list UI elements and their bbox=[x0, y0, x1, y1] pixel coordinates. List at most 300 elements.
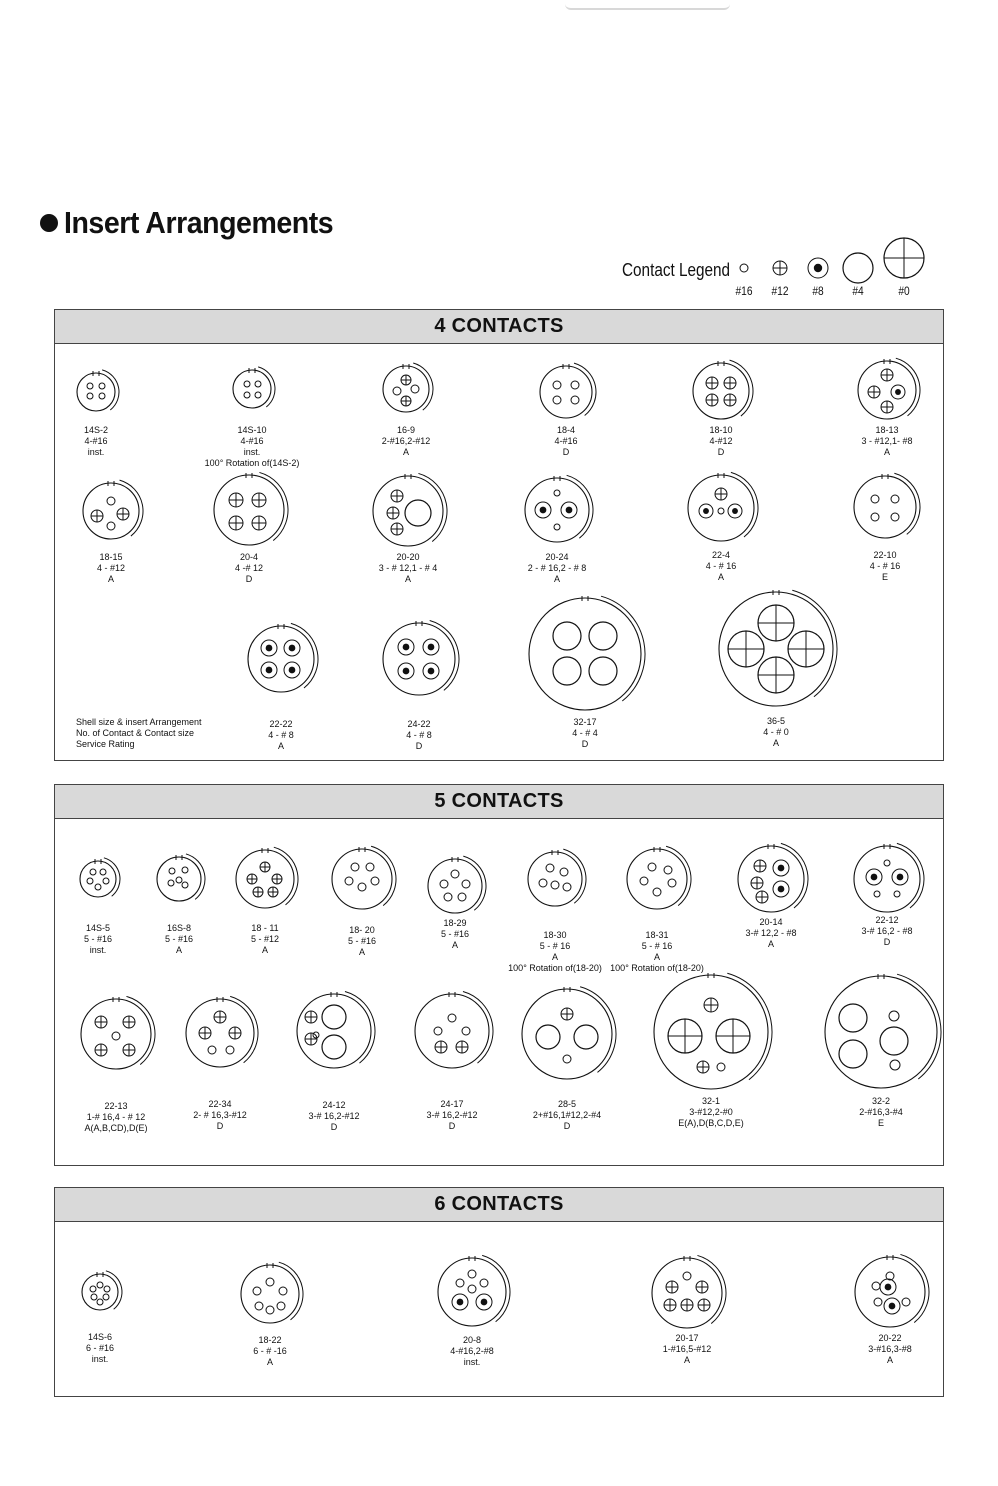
insert-face-diagram bbox=[202, 463, 296, 557]
contact-16-icon bbox=[168, 880, 174, 886]
legend-size-label: #12 bbox=[771, 284, 789, 298]
contact-8-icon bbox=[699, 504, 713, 518]
contact-8-icon bbox=[773, 860, 789, 876]
arrangement-spec-line: 4 - #12 bbox=[96, 563, 126, 573]
insert-face-diagram bbox=[842, 834, 932, 924]
arrangement-spec-line: D bbox=[448, 1121, 456, 1131]
insert-face-diagram bbox=[517, 586, 653, 722]
arrangement-code: 32-2 bbox=[871, 1096, 890, 1106]
contact-12-icon bbox=[696, 1281, 708, 1293]
contact-4-icon bbox=[553, 622, 581, 650]
arrangement-caption bbox=[31, 552, 191, 585]
contact-16-icon bbox=[872, 1282, 880, 1290]
contact-8-icon bbox=[284, 662, 300, 678]
contact-16-icon bbox=[448, 1014, 456, 1022]
arrangement-spec-line: 4-#16 bbox=[554, 436, 578, 446]
contact-12-icon bbox=[117, 508, 129, 520]
contact-0-icon bbox=[882, 236, 926, 286]
arrangement-spec-line: 2 - # 16,2 - # 8 bbox=[527, 563, 587, 573]
arrangement-spec-line: 5 - # 16 bbox=[641, 941, 673, 951]
contact-16-icon bbox=[366, 863, 374, 871]
contact-8-icon bbox=[884, 1298, 900, 1314]
contact-16-icon bbox=[434, 1027, 442, 1035]
contact-12-icon bbox=[698, 1299, 710, 1311]
legend-note bbox=[76, 717, 202, 750]
contact-16-icon bbox=[279, 1287, 287, 1295]
contact-12-icon bbox=[95, 1044, 107, 1056]
insert-face-diagram bbox=[416, 847, 494, 925]
insert-face-diagram bbox=[513, 466, 601, 554]
contact-16-icon bbox=[717, 1063, 725, 1071]
insert-face-diagram bbox=[642, 963, 780, 1101]
contact-16-icon bbox=[100, 869, 106, 875]
contact-12-icon bbox=[706, 377, 718, 389]
contact-12-icon bbox=[252, 516, 266, 530]
arrangement-code: 18- 20 bbox=[349, 925, 375, 935]
contact-12-icon bbox=[664, 1299, 676, 1311]
arrangement-code: 16S-8 bbox=[166, 923, 192, 933]
arrangement-spec-line: D bbox=[562, 447, 570, 457]
insert-face-diagram bbox=[285, 982, 383, 1080]
arrangement-caption bbox=[607, 1333, 767, 1366]
contact-12-icon bbox=[214, 1011, 226, 1023]
contact-8-icon bbox=[891, 385, 905, 399]
contact-16-icon bbox=[90, 1286, 96, 1292]
arrangement-spec-line: 3-#12,2-#0 bbox=[689, 1107, 733, 1117]
arrangement-spec-line: D bbox=[245, 574, 253, 584]
insert-face-diagram bbox=[843, 1245, 937, 1339]
arrangement-spec-line: 100° Rotation of(18-20) bbox=[610, 963, 704, 973]
section-header: 5 CONTACTS bbox=[55, 785, 943, 819]
arrangement-spec-line: D bbox=[581, 739, 589, 749]
contact-16-icon bbox=[87, 878, 93, 884]
contact-4-icon bbox=[589, 622, 617, 650]
contact-16-icon bbox=[99, 383, 105, 389]
contact-12-icon bbox=[229, 516, 243, 530]
arrangement-spec-line: D bbox=[415, 741, 423, 751]
arrangement-code: 24-17 bbox=[440, 1099, 464, 1109]
contact-12-icon bbox=[435, 1041, 447, 1053]
contact-16-icon bbox=[874, 1298, 882, 1306]
arrangement-spec-line: 3 - #12,1- #8 bbox=[861, 436, 913, 446]
arrangement-spec-line: 4 - # 4 bbox=[572, 728, 598, 738]
contact-16-icon bbox=[255, 392, 261, 398]
arrangement-caption bbox=[392, 1335, 552, 1368]
insert-face-diagram bbox=[842, 464, 928, 550]
arrangement-code: 22-4 bbox=[711, 550, 730, 560]
contact-16-icon bbox=[95, 884, 101, 890]
arrangement-spec-line: 1-# 16,4 - # 12 bbox=[86, 1112, 146, 1122]
arrangement-code: 14S-6 bbox=[87, 1332, 113, 1342]
contact-0-icon bbox=[728, 631, 764, 667]
insert-face-diagram bbox=[640, 1246, 734, 1340]
insert-face-diagram bbox=[403, 982, 501, 1080]
arrangement-spec-line: 3-#16,3-#8 bbox=[868, 1344, 912, 1354]
contact-8-icon bbox=[773, 881, 789, 897]
insert-face-diagram bbox=[361, 464, 455, 558]
contact-0-icon bbox=[758, 605, 794, 641]
insert-face-diagram bbox=[726, 834, 816, 924]
contact-16-icon bbox=[266, 1306, 274, 1314]
arrangement-spec-line: A bbox=[175, 945, 182, 955]
arrangement-spec-line: A bbox=[886, 1355, 893, 1365]
arrangement-caption bbox=[805, 550, 965, 583]
arrangement-spec-line: 6 - # -16 bbox=[253, 1346, 287, 1356]
arrangement-spec-line: A bbox=[653, 952, 660, 962]
arrangement-code: 20-8 bbox=[462, 1335, 481, 1345]
insert-face-diagram bbox=[371, 354, 441, 424]
contact-16-icon bbox=[871, 495, 879, 503]
contact-16-icon bbox=[255, 381, 261, 387]
arrangement-spec-line: 3-# 16,2 - #8 bbox=[861, 926, 913, 936]
contact-16-icon bbox=[563, 1055, 571, 1063]
arrangement-spec-line: 100° Rotation of(18-20) bbox=[508, 963, 602, 973]
contact-12-icon bbox=[773, 261, 787, 275]
insert-face-diagram bbox=[70, 1262, 130, 1322]
contact-16-icon bbox=[226, 1046, 234, 1054]
contact-16-icon bbox=[462, 880, 470, 888]
arrangement-code: 20-4 bbox=[239, 552, 258, 562]
bullet-icon bbox=[40, 214, 58, 232]
contact-0-icon bbox=[716, 1019, 750, 1053]
contact-16-icon bbox=[554, 490, 560, 496]
arrangement-caption bbox=[807, 915, 967, 948]
contact-12-icon bbox=[387, 507, 399, 519]
arrangement-caption bbox=[326, 425, 486, 458]
contact-16-icon bbox=[244, 392, 250, 398]
contact-12-icon bbox=[706, 394, 718, 406]
contact-16-icon bbox=[91, 1294, 97, 1300]
arrangement-spec-line: 5 - # 16 bbox=[539, 941, 571, 951]
contact-16-icon bbox=[103, 1294, 109, 1300]
contact-16-icon bbox=[176, 877, 182, 883]
arrangement-spec-line: 4-#16 bbox=[240, 436, 264, 446]
arrangement-spec-line: E bbox=[877, 1118, 884, 1128]
contact-16-icon bbox=[351, 863, 359, 871]
contact-12-icon bbox=[391, 490, 403, 502]
arrangement-spec-line: A bbox=[772, 738, 779, 748]
contact-12-icon bbox=[704, 998, 718, 1012]
arrangement-code: 18-30 bbox=[543, 930, 567, 940]
contact-16-icon bbox=[255, 1302, 263, 1310]
insert-face-diagram bbox=[681, 351, 761, 431]
arrangement-spec-line: A bbox=[266, 1357, 273, 1367]
contact-16-icon bbox=[266, 1278, 274, 1286]
contact-16-icon bbox=[444, 893, 452, 901]
insert-face-diagram bbox=[236, 614, 326, 704]
contact-16-icon bbox=[97, 1299, 103, 1305]
contact-16-icon bbox=[208, 1046, 216, 1054]
contact-16-icon bbox=[411, 385, 419, 393]
contact-12-icon bbox=[305, 1011, 317, 1023]
contact-16-icon bbox=[664, 866, 672, 874]
arrangement-code: 22-34 bbox=[208, 1099, 232, 1109]
contact-16-icon bbox=[553, 396, 561, 404]
insert-face-diagram bbox=[510, 977, 624, 1091]
arrangement-code: 24-12 bbox=[322, 1100, 346, 1110]
arrangement-code: 20-14 bbox=[759, 917, 783, 927]
insert-face-diagram bbox=[846, 349, 928, 431]
top-decoration-bar bbox=[565, 0, 730, 10]
arrangement-spec-line: A bbox=[358, 947, 365, 957]
arrangement-spec-line: 4 - # 0 bbox=[763, 727, 789, 737]
contact-16-icon bbox=[103, 878, 109, 884]
arrangement-spec-line: inst. bbox=[89, 945, 107, 955]
arrangement-code: 20-22 bbox=[878, 1333, 902, 1343]
contact-12-icon bbox=[724, 377, 736, 389]
contact-8-icon bbox=[452, 1294, 468, 1310]
contact-16-icon bbox=[112, 1032, 120, 1040]
contact-12-icon bbox=[252, 493, 266, 507]
arrangement-code: 20-24 bbox=[545, 552, 569, 562]
insert-face-diagram bbox=[65, 361, 127, 423]
arrangement-code: 36-5 bbox=[766, 716, 785, 726]
contact-12-icon bbox=[391, 523, 403, 535]
arrangement-caption bbox=[201, 719, 361, 752]
contact-8-icon bbox=[561, 502, 577, 518]
contact-12-icon bbox=[229, 1027, 241, 1039]
arrangement-spec-line: 5 - #16 bbox=[164, 934, 194, 944]
arrangement-caption bbox=[477, 552, 637, 585]
contact-12-icon bbox=[229, 493, 243, 507]
arrangement-spec-line: 4 - # 16 bbox=[869, 561, 901, 571]
contact-0-icon bbox=[788, 631, 824, 667]
arrangement-caption bbox=[328, 552, 488, 585]
contact-16-icon bbox=[563, 883, 571, 891]
insert-face-diagram bbox=[615, 837, 699, 921]
insert-face-diagram bbox=[69, 987, 163, 1081]
contact-4-icon bbox=[843, 253, 873, 283]
arrangement-code: 18-13 bbox=[875, 425, 899, 435]
contact-16-icon bbox=[107, 522, 115, 530]
insert-face-diagram bbox=[224, 838, 306, 920]
contact-16-icon bbox=[458, 893, 466, 901]
arrangement-spec-line: A(A,B,CD),D(E) bbox=[84, 1123, 148, 1133]
arrangement-spec-line: 5 - #12 bbox=[250, 934, 280, 944]
arrangement-code: 14S-5 bbox=[85, 923, 111, 933]
contact-legend bbox=[622, 236, 962, 302]
contact-12-icon bbox=[697, 1061, 709, 1073]
arrangement-code: 32-1 bbox=[701, 1096, 720, 1106]
arrangement-caption bbox=[486, 425, 646, 458]
contact-4-icon bbox=[880, 1027, 908, 1055]
contact-8-icon bbox=[796, 236, 840, 286]
arrangement-spec-line: D bbox=[883, 937, 891, 947]
arrangement-code: 24-22 bbox=[407, 719, 431, 729]
contact-8-icon bbox=[398, 639, 414, 655]
arrangement-code: 14S-10 bbox=[237, 425, 267, 435]
contact-8-icon bbox=[535, 502, 551, 518]
arrangement-spec-line: 3-# 16,2-#12 bbox=[308, 1111, 360, 1121]
arrangement-spec-line: 4-#16,2-#8 bbox=[450, 1346, 494, 1356]
contact-8-icon bbox=[423, 639, 439, 655]
contact-12-icon bbox=[666, 1281, 678, 1293]
note-line: Shell size & insert Arrangement bbox=[76, 717, 202, 727]
arrangement-code: 16-9 bbox=[396, 425, 415, 435]
legend-size-label: #8 bbox=[812, 284, 824, 298]
contact-16-icon bbox=[891, 513, 899, 521]
contact-4-icon bbox=[536, 1025, 560, 1049]
arrangement-spec-line: 2-#16,2-#12 bbox=[381, 436, 431, 446]
arrangement-spec-line: A bbox=[277, 741, 284, 751]
contact-8-icon bbox=[866, 869, 882, 885]
note-line: Service Rating bbox=[76, 739, 135, 749]
contact-16-icon bbox=[884, 860, 890, 866]
arrangement-code: 18-22 bbox=[258, 1335, 282, 1345]
arrangement-code: 18-4 bbox=[556, 425, 575, 435]
legend-item bbox=[882, 236, 926, 302]
contact-4-icon bbox=[839, 1040, 867, 1068]
arrangement-code: 32-17 bbox=[573, 717, 597, 727]
legend-item bbox=[796, 236, 840, 302]
contact-16-icon bbox=[546, 864, 554, 872]
contact-8-icon bbox=[398, 663, 414, 679]
arrangement-spec-line: A bbox=[402, 447, 409, 457]
arrangement-code: 22-10 bbox=[873, 550, 897, 560]
contact-16-icon bbox=[468, 1285, 476, 1293]
contact-16-icon bbox=[902, 1298, 910, 1306]
contact-16-icon bbox=[440, 880, 448, 888]
insert-face-diagram bbox=[320, 837, 404, 921]
arrangement-spec-line: D bbox=[216, 1121, 224, 1131]
arrangement-spec-line: inst. bbox=[463, 1357, 481, 1367]
arrangement-spec-line: 3-# 12,2 - #8 bbox=[745, 928, 797, 938]
contact-12-icon bbox=[561, 1008, 573, 1020]
arrangement-spec-line: A bbox=[451, 940, 458, 950]
contact-16-icon bbox=[640, 877, 648, 885]
insert-face-diagram bbox=[174, 987, 266, 1079]
arrangement-code: 28-5 bbox=[557, 1099, 576, 1109]
contact-16-icon bbox=[393, 387, 401, 395]
contact-16-icon bbox=[97, 1282, 103, 1288]
contact-16-icon bbox=[648, 863, 656, 871]
arrangement-code: 20-17 bbox=[675, 1333, 699, 1343]
contact-16-icon bbox=[891, 495, 899, 503]
contact-16-icon bbox=[371, 877, 379, 885]
arrangement-caption bbox=[487, 1099, 647, 1132]
arrangement-caption bbox=[641, 550, 801, 583]
contact-4-icon bbox=[553, 657, 581, 685]
arrangement-code: 20-20 bbox=[396, 552, 420, 562]
arrangement-code: 18 - 11 bbox=[251, 923, 279, 933]
arrangement-spec-line: A bbox=[261, 945, 268, 955]
contact-16-icon bbox=[539, 879, 547, 887]
contact-12-icon bbox=[253, 887, 263, 897]
contact-16-icon bbox=[890, 1060, 900, 1070]
arrangement-spec-line: A bbox=[107, 574, 114, 584]
contact-16-icon bbox=[871, 513, 879, 521]
insert-face-diagram bbox=[707, 580, 845, 718]
contact-16-icon bbox=[169, 868, 175, 874]
arrangement-caption bbox=[16, 425, 176, 458]
section-4-contacts bbox=[54, 309, 944, 761]
arrangement-caption bbox=[169, 552, 329, 585]
arrangement-spec-line: A bbox=[553, 574, 560, 584]
contact-12-icon bbox=[715, 488, 727, 500]
contact-8-icon bbox=[728, 504, 742, 518]
contact-16-icon bbox=[874, 891, 880, 897]
page-title: Insert Arrangements bbox=[64, 205, 334, 240]
arrangement-spec-line: A bbox=[883, 447, 890, 457]
arrangement-spec-line: 2+#16,1#12,2-#4 bbox=[532, 1110, 602, 1120]
contact-16-icon bbox=[718, 508, 724, 514]
contact-12-icon bbox=[756, 891, 768, 903]
arrangement-code: 14S-2 bbox=[83, 425, 109, 435]
section-5-contacts bbox=[54, 784, 944, 1166]
insert-face-diagram bbox=[528, 354, 604, 430]
contact-12-icon bbox=[95, 1016, 107, 1028]
contact-12-icon bbox=[401, 375, 411, 385]
legend-label: Contact Legend bbox=[622, 260, 731, 280]
arrangement-spec-line: E(A),D(B,C,D,E) bbox=[678, 1118, 744, 1128]
arrangement-caption bbox=[505, 717, 665, 750]
contact-12-icon bbox=[881, 369, 893, 381]
arrangement-code: 22-22 bbox=[269, 719, 293, 729]
section-header: 4 CONTACTS bbox=[55, 310, 943, 344]
contact-16-icon bbox=[462, 1027, 470, 1035]
legend-item bbox=[836, 236, 880, 302]
contact-16-icon bbox=[107, 497, 115, 505]
contact-12-icon bbox=[681, 1299, 693, 1311]
contact-16-icon bbox=[683, 1272, 691, 1280]
contact-8-icon bbox=[808, 258, 828, 278]
contact-16-icon bbox=[668, 879, 676, 887]
legend-size-label: #0 bbox=[898, 284, 910, 298]
contact-8-icon bbox=[476, 1294, 492, 1310]
contact-4-icon bbox=[839, 1004, 867, 1032]
arrangement-code: 22-13 bbox=[104, 1101, 128, 1111]
arrangement-spec-line: 1-#16,5-#12 bbox=[662, 1344, 712, 1354]
contact-16-icon bbox=[468, 1270, 476, 1278]
contact-16-icon bbox=[99, 393, 105, 399]
contact-16-icon bbox=[345, 877, 353, 885]
contact-16-icon bbox=[653, 888, 661, 896]
contact-16-icon bbox=[253, 1287, 261, 1295]
arrangement-caption bbox=[810, 1333, 970, 1366]
arrangement-spec-line: inst. bbox=[243, 447, 261, 457]
insert-face-diagram bbox=[516, 840, 594, 918]
arrangement-caption bbox=[807, 425, 967, 458]
contact-4-icon bbox=[322, 1005, 346, 1029]
insert-face-diagram bbox=[68, 849, 128, 909]
arrangement-code: 18-31 bbox=[645, 930, 669, 940]
arrangement-spec-line: 6 - #16 bbox=[85, 1343, 115, 1353]
contact-8-icon bbox=[892, 869, 908, 885]
arrangement-spec-line: 4 -# 12 bbox=[234, 563, 264, 573]
arrangement-code: 18-15 bbox=[99, 552, 123, 562]
contact-16-icon bbox=[104, 1286, 110, 1292]
contact-4-icon bbox=[405, 500, 431, 526]
contact-16-icon bbox=[740, 264, 748, 272]
arrangement-spec-line: 4 - # 8 bbox=[268, 730, 294, 740]
arrangement-code: 18-10 bbox=[709, 425, 733, 435]
insert-face-diagram bbox=[145, 845, 213, 913]
page-heading bbox=[40, 205, 357, 241]
contact-16-icon bbox=[90, 869, 96, 875]
contact-4-icon bbox=[589, 657, 617, 685]
contact-12-icon bbox=[260, 862, 270, 872]
insert-face-diagram bbox=[221, 358, 283, 420]
contact-16-icon bbox=[571, 381, 579, 389]
insert-face-diagram bbox=[71, 471, 151, 551]
insert-face-diagram bbox=[813, 964, 949, 1100]
contact-4-icon bbox=[322, 1035, 346, 1059]
contact-12-icon bbox=[199, 1027, 211, 1039]
contact-12-icon bbox=[91, 510, 103, 522]
contact-16-icon bbox=[553, 381, 561, 389]
arrangement-spec-line: 5 - #16 bbox=[347, 936, 377, 946]
contact-4-icon bbox=[574, 1025, 598, 1049]
